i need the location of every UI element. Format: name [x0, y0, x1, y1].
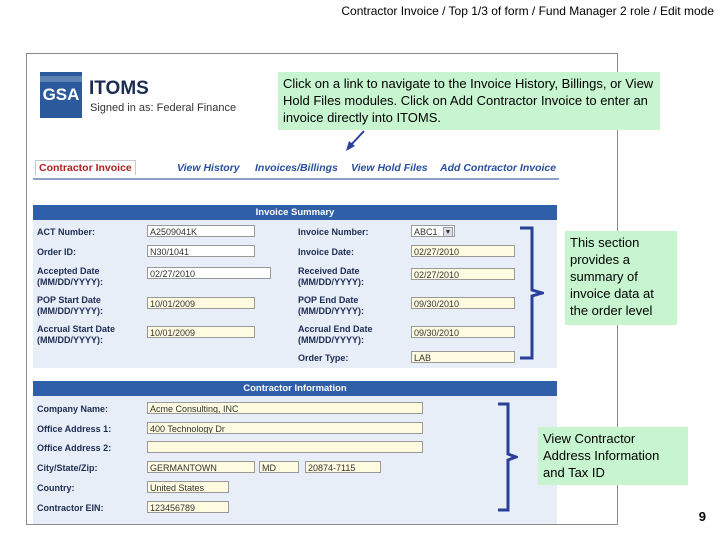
contractor-info-section — [33, 396, 557, 524]
accrual-start-label — [37, 324, 115, 346]
pop-start-label — [37, 295, 103, 317]
country-field[interactable]: United States — [147, 481, 229, 493]
pop-end-field[interactable]: 09/30/2010 — [411, 297, 515, 309]
chevron-down-icon[interactable]: ▼ — [444, 229, 452, 236]
invoice-number-value: ABC1 — [414, 227, 438, 237]
address1-field[interactable]: 400 Technology Dr — [147, 422, 423, 434]
received-date-label — [298, 266, 364, 288]
zip-field[interactable]: 20874-7115 — [305, 461, 381, 473]
pop-end-label — [298, 295, 364, 317]
address1-label: Office Address 1: — [37, 424, 112, 434]
invoice-summary-section — [33, 220, 557, 368]
company-name-label: Company Name: — [37, 404, 109, 414]
tab-contractor-invoice[interactable]: Contractor Invoice — [35, 160, 136, 175]
accrual-end-label — [298, 324, 373, 346]
order-type-field[interactable]: LAB — [411, 351, 515, 363]
act-number-label: ACT Number: — [37, 227, 95, 237]
tab-view-hold-files[interactable]: View Hold Files — [351, 162, 428, 174]
contractor-callout: View Contractor Address Information and Tax ID — [538, 427, 688, 485]
received-date-label-line2: (MM/DD/YYYY): — [298, 277, 364, 287]
accrual-end-field[interactable]: 09/30/2010 — [411, 326, 515, 338]
accrual-start-label-line1: Accrual Start Date — [37, 324, 116, 334]
pop-start-label-line2: (MM/DD/YYYY): — [37, 306, 103, 316]
invoice-date-field[interactable]: 02/27/2010 — [411, 245, 515, 257]
page-number: 9 — [698, 509, 706, 524]
tab-invoices-billings[interactable]: Invoices/Billings — [255, 162, 338, 174]
order-id-field[interactable]: N30/1041 — [147, 245, 255, 257]
received-date-field[interactable]: 02/27/2010 — [411, 268, 515, 280]
invoice-number-select[interactable] — [411, 225, 455, 237]
contractor-info-header: Contractor Information — [33, 381, 557, 396]
tab-view-history[interactable]: View History — [177, 162, 240, 174]
gsa-logo-text: GSA — [42, 85, 80, 104]
slide-title: Contractor Invoice / Top 1/3 of form / Fund Manager 2 role / Edit mode — [341, 4, 714, 18]
summary-callout: This section provides a summary of invoice data at the order level — [565, 231, 677, 325]
accrual-start-label-line2: (MM/DD/YYYY): — [37, 335, 103, 345]
tab-add-contractor-invoice[interactable]: Add Contractor Invoice — [440, 162, 557, 174]
pop-end-label-line1: POP End Date — [298, 295, 359, 305]
contractor-bracket-icon — [496, 402, 518, 512]
accepted-date-label-line2: (MM/DD/YYYY): — [37, 277, 103, 287]
contractor-ein-label: Contractor EIN: — [37, 503, 104, 513]
tab-bar — [33, 160, 559, 180]
state-field[interactable]: MD — [259, 461, 299, 473]
invoice-date-label: Invoice Date: — [298, 247, 355, 257]
pop-end-label-line2: (MM/DD/YYYY): — [298, 306, 364, 316]
navigation-callout: Click on a link to navigate to the Invoice History, Billings, or View Hold Files modules. Click on Add Contractor Invoice to enter an invoice directly into ITOMS. — [278, 72, 660, 130]
company-name-field[interactable]: Acme Consulting, INC — [147, 402, 423, 414]
contractor-ein-field[interactable]: 123456789 — [147, 501, 229, 513]
city-field[interactable]: GERMANTOWN — [147, 461, 255, 473]
gsa-logo — [40, 72, 82, 118]
arrow-icon — [340, 128, 370, 154]
pop-start-field[interactable]: 10/01/2009 — [147, 297, 255, 309]
accepted-date-field[interactable]: 02/27/2010 — [147, 267, 271, 279]
accrual-end-label-line1: Accrual End Date — [298, 324, 373, 334]
summary-bracket-icon — [518, 226, 544, 360]
act-number-field[interactable]: A2509041K — [147, 225, 255, 237]
city-state-zip-label: City/State/Zip: — [37, 463, 98, 473]
address2-field[interactable] — [147, 441, 423, 453]
country-label: Country: — [37, 483, 75, 493]
app-name: ITOMS — [89, 78, 149, 99]
received-date-label-line1: Received Date — [298, 266, 360, 276]
accrual-end-label-line2: (MM/DD/YYYY): — [298, 335, 364, 345]
signed-in-text: Signed in as: Federal Finance — [90, 102, 237, 114]
address2-label: Office Address 2: — [37, 443, 112, 453]
pop-start-label-line1: POP Start Date — [37, 295, 101, 305]
accepted-date-label — [37, 266, 103, 288]
accrual-start-field[interactable]: 10/01/2009 — [147, 326, 255, 338]
invoice-summary-header: Invoice Summary — [33, 205, 557, 220]
order-type-label: Order Type: — [298, 353, 349, 363]
invoice-number-label: Invoice Number: — [298, 227, 369, 237]
order-id-label: Order ID: — [37, 247, 77, 257]
accepted-date-label-line1: Accepted Date — [37, 266, 100, 276]
